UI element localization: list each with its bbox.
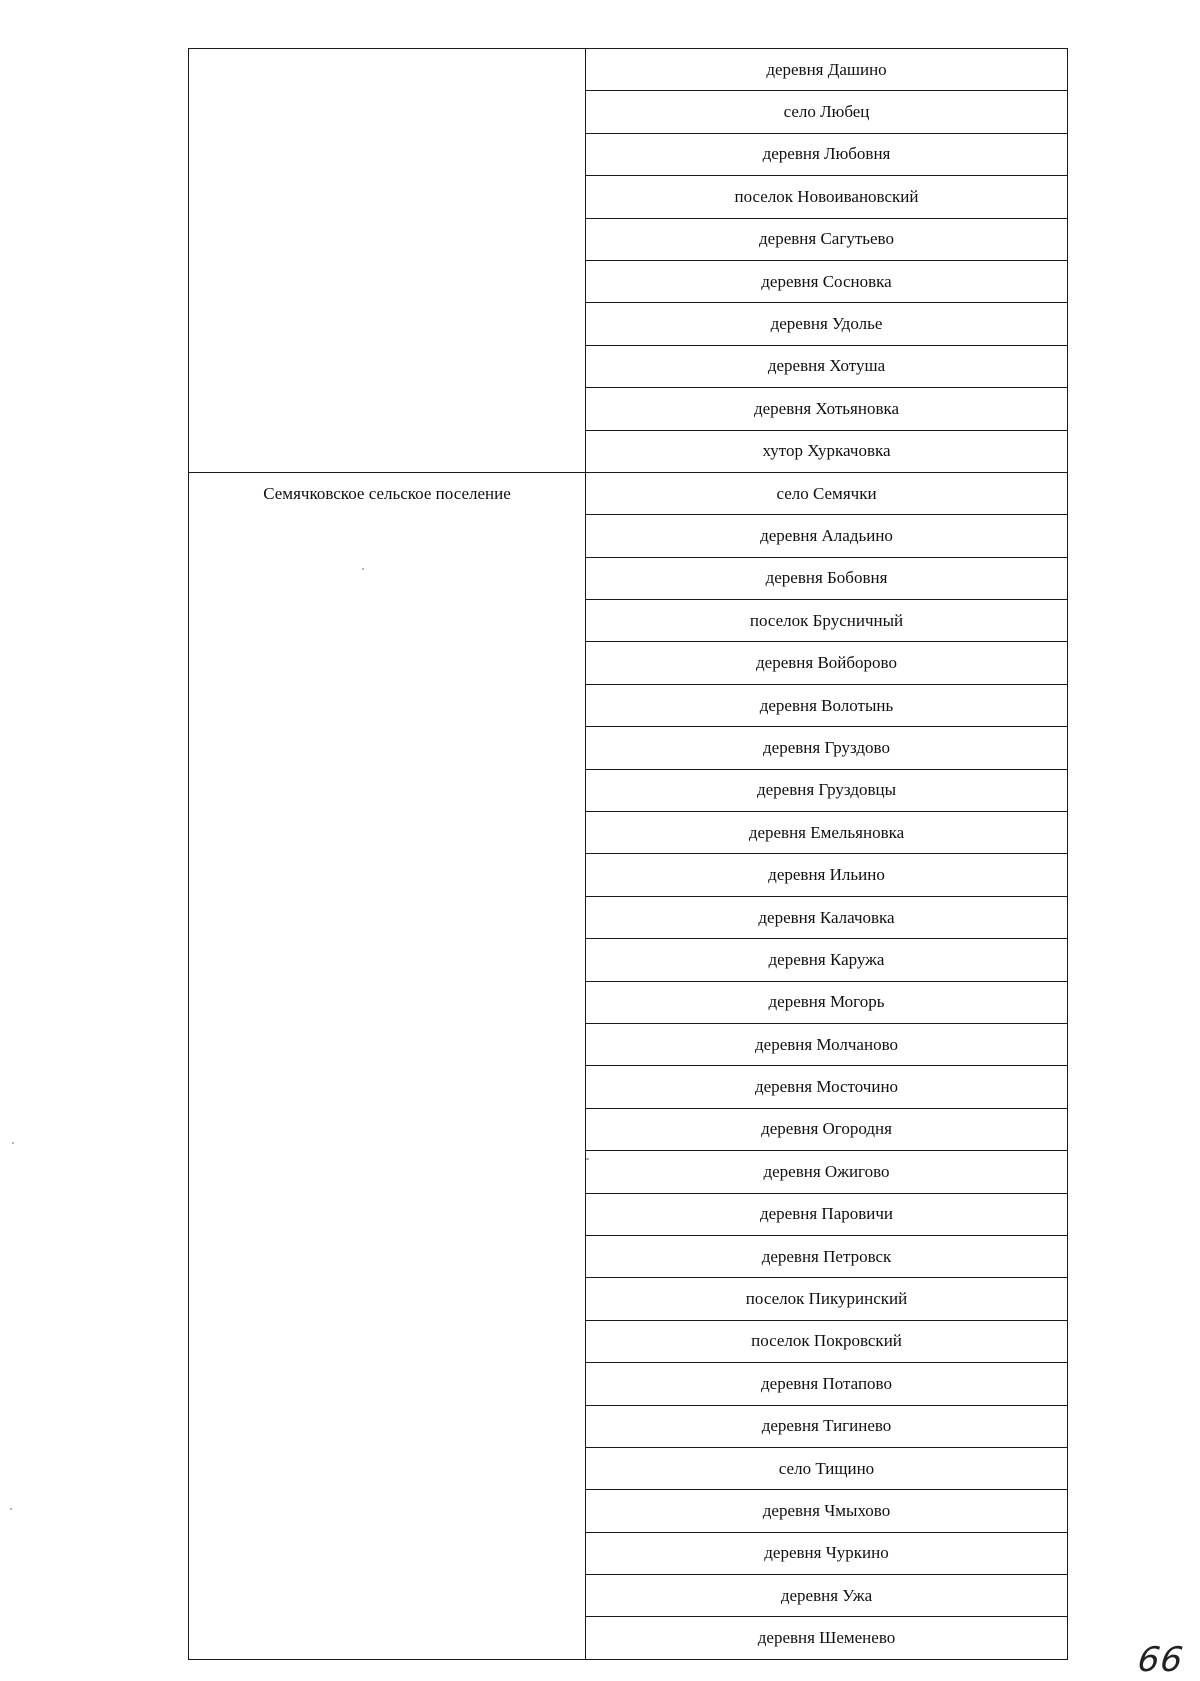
settlement-name: деревня Волотынь xyxy=(586,684,1068,726)
settlement-name: деревня Груздовцы xyxy=(586,769,1068,811)
scan-speck xyxy=(586,1158,589,1160)
municipality-name: Семячковское сельское поселение xyxy=(263,483,511,503)
settlement-name: село Семячки xyxy=(586,472,1068,514)
settlement-name: деревня Молчаново xyxy=(586,1023,1068,1065)
settlement-name: деревня Мосточино xyxy=(586,1066,1068,1108)
municipality-name xyxy=(189,49,585,89)
municipality-cell xyxy=(189,49,586,473)
settlement-name: деревня Любовня xyxy=(586,133,1068,175)
settlement-name: деревня Войборово xyxy=(586,642,1068,684)
settlement-name: деревня Удолье xyxy=(586,303,1068,345)
settlement-name: деревня Емельяновка xyxy=(586,812,1068,854)
settlement-name: поселок Пикуринский xyxy=(586,1278,1068,1320)
settlement-name: деревня Паровичи xyxy=(586,1193,1068,1235)
table-row xyxy=(189,49,1068,91)
settlement-name: деревня Тигинево xyxy=(586,1405,1068,1447)
settlement-name: деревня Дашино xyxy=(586,49,1068,91)
settlement-name: хутор Хуркачовка xyxy=(586,430,1068,472)
scan-speck xyxy=(12,1142,14,1144)
scan-speck xyxy=(362,568,364,570)
settlement-name: деревня Бобовня xyxy=(586,557,1068,599)
settlement-name: деревня Потапово xyxy=(586,1363,1068,1405)
settlement-name: село Тищино xyxy=(586,1447,1068,1489)
settlement-name: деревня Хотьяновка xyxy=(586,388,1068,430)
settlement-name: деревня Хотуша xyxy=(586,345,1068,387)
settlement-name: деревня Аладьино xyxy=(586,515,1068,557)
settlement-name: деревня Груздово xyxy=(586,727,1068,769)
settlement-name: деревня Калачовка xyxy=(586,896,1068,938)
settlement-name: деревня Сагутьево xyxy=(586,218,1068,260)
settlement-name: поселок Покровский xyxy=(586,1320,1068,1362)
settlement-name: деревня Чуркино xyxy=(586,1532,1068,1574)
settlement-name: деревня Могорь xyxy=(586,981,1068,1023)
settlement-name: деревня Ожигово xyxy=(586,1151,1068,1193)
settlement-name: село Любец xyxy=(586,91,1068,133)
settlement-name: деревня Петровск xyxy=(586,1235,1068,1277)
settlement-name: деревня Ильино xyxy=(586,854,1068,896)
settlement-name: деревня Шеменево xyxy=(586,1617,1068,1659)
handwritten-page-number: 66 xyxy=(1135,1640,1187,1680)
settlement-name: деревня Сосновка xyxy=(586,260,1068,302)
settlement-name: деревня Чмыхово xyxy=(586,1490,1068,1532)
settlement-name: деревня Каружа xyxy=(586,939,1068,981)
municipality-cell xyxy=(189,472,586,1659)
settlement-name: деревня Ужа xyxy=(586,1575,1068,1617)
scan-speck xyxy=(10,1508,12,1510)
settlement-name: поселок Новоивановский xyxy=(586,176,1068,218)
table-row xyxy=(189,472,1068,514)
settlements-table-body xyxy=(189,49,1068,1660)
settlement-name: деревня Огородня xyxy=(586,1108,1068,1150)
settlement-name: поселок Брусничный xyxy=(586,600,1068,642)
settlements-table xyxy=(188,48,1068,1660)
